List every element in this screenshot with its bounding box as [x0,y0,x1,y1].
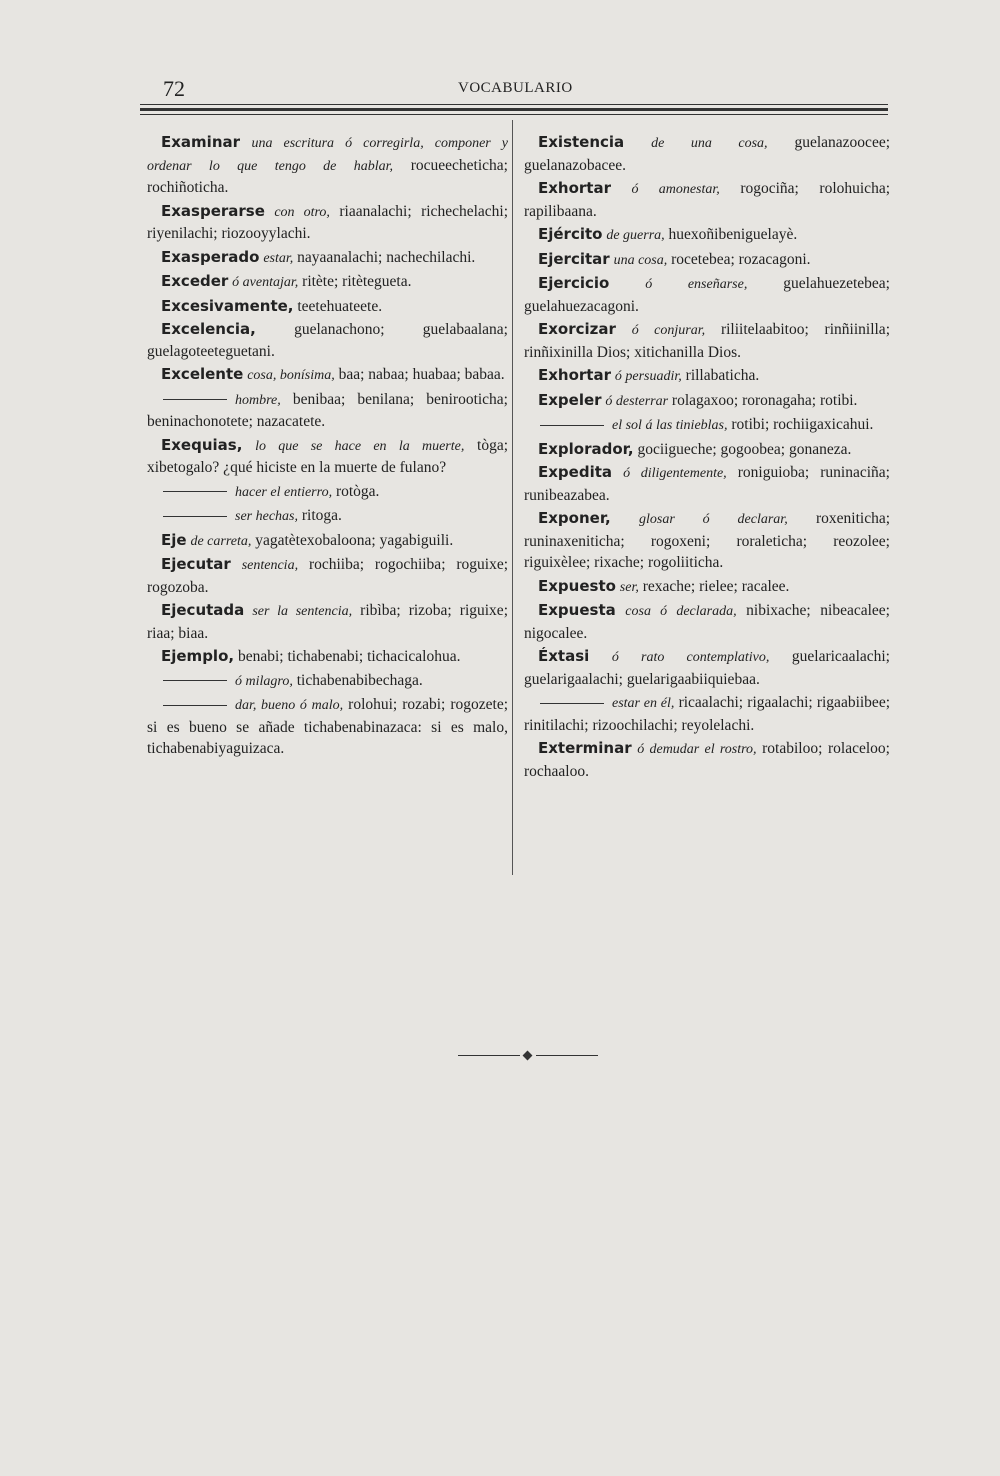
definition: benabi; tichabenabi; tichacicalohua. [237,648,461,665]
dictionary-entry [147,247,508,270]
usage-note: glosar ó declarar, [638,512,788,527]
usage-note: sentencia, [241,558,299,573]
usage-note: de una cosa, [651,136,768,151]
usage-note: ser hechas, [235,509,298,524]
usage-note: ó rato contemplativo, [611,650,770,665]
dictionary-entry [147,132,508,199]
definition: nibixache; nibeacalee; nigocalee. [524,602,890,642]
definition: roniguioba; runinaciña; runibeazabea. [524,464,890,504]
usage-note: ó desterrar [605,393,669,409]
definition: rolagaxoo; roronagaha; rotibi. [671,391,858,409]
usage-note: ó milagro, [235,673,293,689]
dictionary-entry [147,670,508,693]
dictionary-entry [524,249,890,272]
definition: guelahuezetebea; guelahuezacagoni. [524,275,890,315]
definition: ribìba; rizoba; riguixe; riaa; biaa. [147,602,508,642]
definition: nayaanalachi; nachechilachi. [297,248,476,266]
usage-note: de carreta, [190,533,252,549]
dictionary-entry [524,738,890,782]
usage-note: una cosa, [613,252,668,268]
header-rule [140,114,888,115]
headword: Expuesta [538,601,616,619]
definition: baa; nabaa; huabaa; babaa. [338,366,505,383]
usage-note: ser la sentencia, [252,604,353,619]
definition: roxeniticha; runinaxeniticha; rogoxeni; roraleticha; reozolee; riguixèlee; rixache; rogoliiticha. [524,510,891,571]
dictionary-entry [147,694,508,760]
headword: Exasperarse [161,201,265,220]
header-rule-thick [140,108,888,111]
dictionary-entry [524,319,890,363]
definition: rotòga. [335,482,380,500]
dictionary-entry [524,414,890,437]
definition: rolohui; rozabi; rogozete; si es bueno se añade tichabenabinazaca: si es malo, tichabenabiyaguizaca. [147,696,509,757]
headword: Exorcizar [538,320,616,338]
dictionary-entry [147,481,508,504]
headword: Éxtasi [538,647,590,665]
definition: ritoga. [301,507,342,524]
usage-note: estar, [263,250,294,266]
dictionary-entry [524,273,890,317]
definition: ritète; ritètegueta. [302,273,412,290]
headword: Expeler [538,390,602,409]
repeat-dash [163,491,227,492]
dictionary-entry [147,364,508,387]
usage-note: ó aventajar, [232,275,299,290]
dictionary-entry [147,319,508,362]
headword: Explorador, [538,439,634,458]
usage-note: el sol á las tinieblas, [612,418,728,433]
definition: yagatètexobaloona; yagabiguili. [255,531,454,549]
dictionary-entry [524,646,890,690]
headword: Excelencia, [161,320,256,338]
definition: riaanalachi; richechelachi; riyenilachi; riozooyylachi. [147,202,509,242]
dictionary-entry [524,178,890,222]
definition: rexache; rielee; racalee. [642,577,790,595]
definition: benibaa; benilana; benirooticha; beninachonotete; nazacatete. [147,390,508,430]
usage-note: con otro, [274,204,330,220]
headword: Ejercitar [538,249,610,268]
headword: Ejecutada [161,601,245,619]
definition: rotabiloo; rolaceloo; rochaaloo. [524,740,890,780]
headword: Expedita [538,463,613,481]
headword: Exhortar [538,179,611,197]
end-ornament [458,1052,598,1060]
definition: ricaalachi; rigaalachi; rigaabiibee; rinitilachi; rizoochilachi; reyolelachi. [524,694,891,734]
definition: guelanachono; guelabaalana; guelagoteeteguetani. [147,321,508,360]
definition: rocueecheticha; rochiñoticha. [147,156,508,196]
headword: Exequias, [161,435,243,454]
headword: Eje [161,530,187,549]
definition: riliitelaabitoo; rinñiinilla; rinñixinilla Dios; xitichanilla Dios. [524,321,890,361]
repeat-dash [163,516,227,517]
headword: Ejercicio [538,274,610,292]
usage-note: de guerra, [606,228,665,243]
headword: Exponer, [538,509,611,527]
definition: tòga; xibetogalo? ¿qué hiciste en la muerte de fulano? [147,436,509,476]
repeat-dash [540,425,604,426]
usage-note: dar, bueno ó malo, [235,698,344,713]
definition: gociigueche; gogoobea; gonaneza. [637,440,852,458]
usage-note: estar en él, [612,696,675,711]
dictionary-entry [147,646,508,668]
dictionary-entry [147,505,508,528]
headword: Exasperado [161,247,260,266]
definition: rotibi; rochiigaxicahui. [731,416,874,433]
definition: guelanazoocee; guelanazobacee. [524,134,891,174]
repeat-dash [540,703,604,704]
headword: Excelente [161,365,244,383]
dictionary-entry [147,389,508,433]
headword: Ejército [538,225,603,243]
headword: Exceder [161,272,229,290]
headword: Exhortar [538,366,611,384]
column-divider [512,120,513,875]
repeat-dash [163,399,227,400]
dictionary-entry [524,390,890,413]
headword: Existencia [538,133,625,151]
definition: tichabenabibechaga. [296,671,423,689]
dictionary-entry [147,600,508,644]
usage-note: hacer el entierro, [235,484,333,500]
usage-note: ó amonestar, [631,182,720,197]
dictionary-entry [524,224,890,247]
dictionary-entry [147,271,508,294]
headword: Expuesto [538,576,616,595]
definition: rochiiba; rogochiiba; roguixe; rogozoba. [147,556,509,596]
definition: teetehuateete. [297,297,383,315]
usage-note: ó enseñarse, [645,277,748,292]
dictionary-entry [524,576,890,599]
definition: rillabaticha. [685,367,760,384]
running-title: VOCABULARIO [458,80,573,96]
page-number: 72 [163,76,185,101]
definition: guelaricaalachi; guelarigaalachi; guelarigaabiiquiebaa. [524,648,890,688]
dictionary-entry [147,201,508,245]
left-column [147,132,508,762]
usage-note: cosa ó declarada, [625,604,737,619]
dictionary-entry [524,692,890,736]
dictionary-entry [147,530,508,553]
dictionary-entry [524,439,890,461]
definition: rocetebea; rozacagoni. [671,250,811,268]
right-column [524,132,890,784]
usage-note: una escritura ó corregirla, componer y ordenar lo que tengo de hablar, [147,136,508,174]
usage-note: ó conjurar, [631,323,706,338]
usage-note: ó demudar el rostro, [637,742,757,757]
dictionary-entry [524,462,890,506]
repeat-dash [163,680,227,681]
dictionary-entry [524,365,890,388]
usage-note: ó diligentemente, [623,466,727,481]
headword: Examinar [161,133,241,151]
usage-note: ser, [619,579,639,595]
dictionary-entry [147,296,508,318]
definition: huexoñibeniguelayè. [668,226,798,243]
headword: Exterminar [538,739,632,757]
definition: rogociña; rolohuicha; rapilibaana. [524,180,890,220]
headword: Ejemplo, [161,647,235,665]
headword: Excesivamente, [161,296,294,315]
dictionary-entry [524,600,890,644]
dictionary-entry [147,435,508,479]
repeat-dash [163,705,227,706]
dictionary-entry [524,132,890,176]
usage-note: ó persuadir, [614,369,682,384]
dictionary-entry [147,554,508,598]
usage-note: lo que se hace en la muerte, [255,438,465,454]
header-rule [140,104,888,105]
headword: Ejecutar [161,555,231,573]
usage-note: cosa, bonísima, [247,368,335,383]
usage-note: hombre, [235,392,281,408]
dictionary-entry [524,508,890,574]
